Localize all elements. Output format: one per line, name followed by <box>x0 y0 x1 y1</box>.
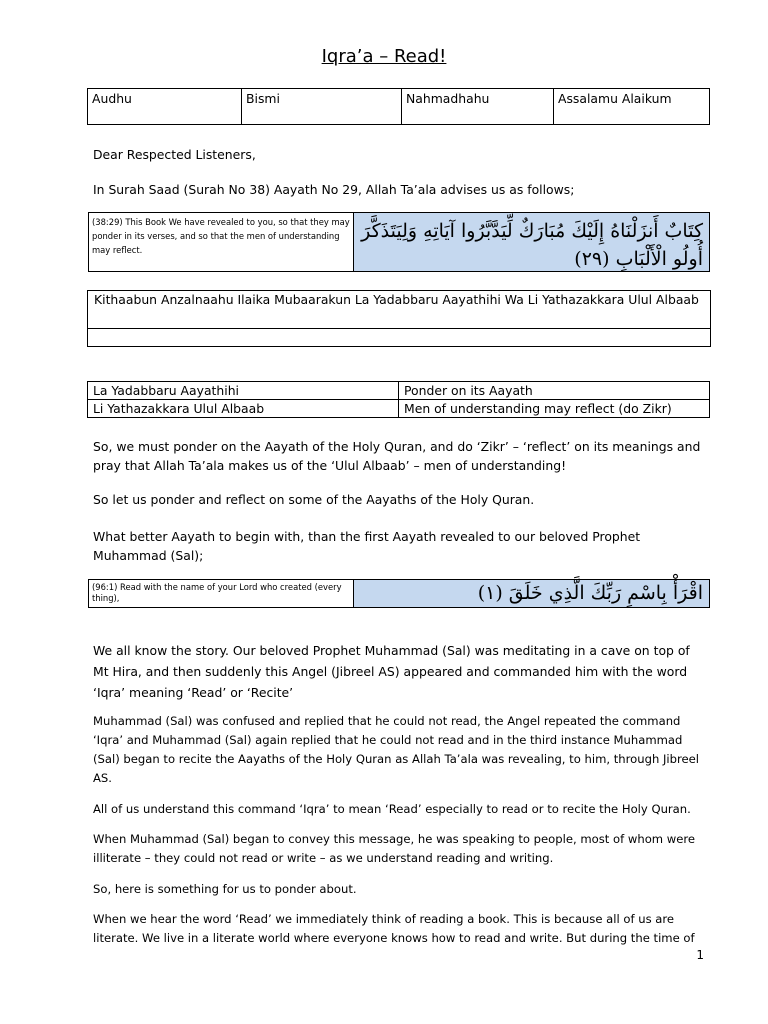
verse-arabic: اقْرَأْ بِاسْمِ رَبِّكَ الَّذِي خَلَقَ (١) <box>354 580 709 607</box>
table-row <box>88 89 710 125</box>
opening-table <box>87 88 710 125</box>
paragraph: Muhammad (Sal) was confused and replied that he could not read, the Angel repeated the command ‘Iqra’ and Muhammad (Sal) again replied that he could not read and in the third instance Muhammad (Sal) began to recite the Aayaths of the Holy Quran as Allah Ta’ala was revealing, to him, through Jibreel AS. <box>93 714 699 785</box>
paragraph: All of us understand this command ‘Iqra’ to mean ‘Read’ especially to read or to recite the Holy Quran. <box>93 802 691 816</box>
table-cell: Men of understanding may reflect (do Zikr) <box>399 400 710 418</box>
verse-box-38-29 <box>88 212 710 272</box>
transliteration-box <box>87 290 711 347</box>
verse-box-96-1 <box>88 579 710 608</box>
table-cell: Bismi <box>242 89 402 125</box>
table-row <box>88 382 710 400</box>
verse-translation: (38:29) This Book We have revealed to you, so that they may ponder in its verses, and so that the men of understanding may reflect. <box>89 213 354 271</box>
table-cell: Assalamu Alaikum <box>554 89 710 125</box>
paragraph: So, here is something for us to ponder about. <box>93 882 357 896</box>
paragraph: So let us ponder and reflect on some of the Aayaths of the Holy Quran. <box>93 492 535 507</box>
meaning-table <box>87 381 710 418</box>
paragraph: We all know the story. Our beloved Prophet Muhammad (Sal) was meditating in a cave on top of Mt Hira, and then suddenly this Angel (Jibreel AS) appeared and commanded him with the word ‘Iqra’ meaning ‘Read’ or ‘Recite’ <box>93 643 690 700</box>
intro-paragraph: In Surah Saad (Surah No 38) Aayath No 29, Allah Ta’ala advises us as follows; <box>93 182 575 197</box>
table-row <box>88 400 710 418</box>
table-cell: La Yadabbaru Aayathihi <box>88 382 399 400</box>
verse-arabic: كِتَابٌ أَنزَلْنَاهُ إِلَيْكَ مُبَارَكٌ لِّيَدَّبَّرُوا آيَاتِهِ وَلِيَتَذَكَّرَ أُولُو الْأَلْبَابِ (٢٩) <box>354 213 709 271</box>
table-cell: Audhu <box>88 89 242 125</box>
paragraph: So, we must ponder on the Aayath of the Holy Quran, and do ‘Zikr’ – ‘reflect’ on its meanings and pray that Allah Ta’ala makes us of the ‘Ulul Albaab’ – men of understanding! <box>93 439 701 473</box>
table-cell: Ponder on its Aayath <box>399 382 710 400</box>
page-number: 1 <box>696 948 704 962</box>
table-cell: Nahmadhahu <box>402 89 554 125</box>
paragraph: What better Aayath to begin with, than the first Aayath revealed to our beloved Prophet Muhammad (Sal); <box>93 529 641 563</box>
greeting: Dear Respected Listeners, <box>93 147 256 162</box>
table-cell: Li Yathazakkara Ulul Albaab <box>88 400 399 418</box>
verse-translation: (96:1) Read with the name of your Lord who created (every thing), <box>89 580 354 607</box>
transliteration-text: Kithaabun Anzalnaahu Ilaika Mubaarakun La Yadabbaru Aayathihi Wa Li Yathazakkara Ulul Albaab <box>88 291 710 329</box>
page-title: Iqra’a – Read! <box>321 46 447 67</box>
paragraph: When we hear the word ‘Read’ we immediately think of reading a book. This is because all of us are literate. We live in a literate world where everyone knows how to read and write. But during the time of <box>93 912 695 945</box>
paragraph: When Muhammad (Sal) began to convey this message, he was speaking to people, most of whom were illiterate – they could not read or write – as we understand reading and writing. <box>93 832 696 865</box>
